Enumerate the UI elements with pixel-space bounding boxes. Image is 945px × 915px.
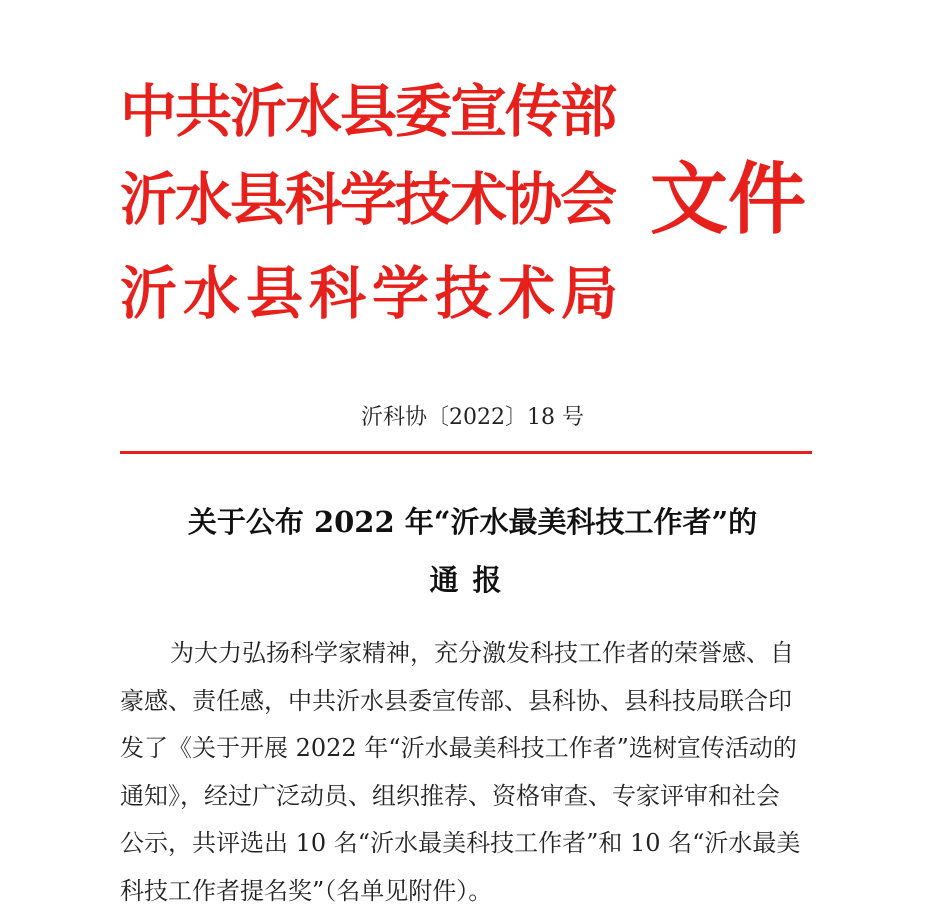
- document-title-line2: 通报: [0, 558, 945, 599]
- body-line: 豪感、责任感，中共沂水县委宣传部、县科协、县科技局联合印: [120, 678, 820, 726]
- red-divider: [120, 451, 812, 454]
- doc-type-label: 文件: [650, 150, 806, 250]
- issuer-propaganda-dept: 中共沂水县委宣传部: [120, 80, 615, 144]
- issuer-science-bureau: 沂水县科学技术局: [120, 262, 624, 326]
- body-line: 发了《关于开展 2022 年“沂水最美科技工作者”选树宣传活动的: [120, 725, 820, 773]
- body-line: 通知》，经过广泛动员、组织推荐、资格审查、专家评审和社会: [120, 773, 820, 821]
- issuer-science-association: 沂水县科学技术协会: [120, 168, 615, 232]
- body-line: 科技工作者提名奖”（名单见附件）。: [120, 868, 820, 915]
- body-line: 为大力弘扬科学家精神，充分激发科技工作者的荣誉感、自: [120, 630, 820, 678]
- document-title: 关于公布 2022 年“沂水最美科技工作者”的: [0, 500, 945, 541]
- document-body: [120, 630, 820, 915]
- body-line: 公示，共评选出 10 名“沂水最美科技工作者”和 10 名“沂水最美: [120, 820, 820, 868]
- document-number: 沂科协〔2022〕18 号: [0, 400, 945, 431]
